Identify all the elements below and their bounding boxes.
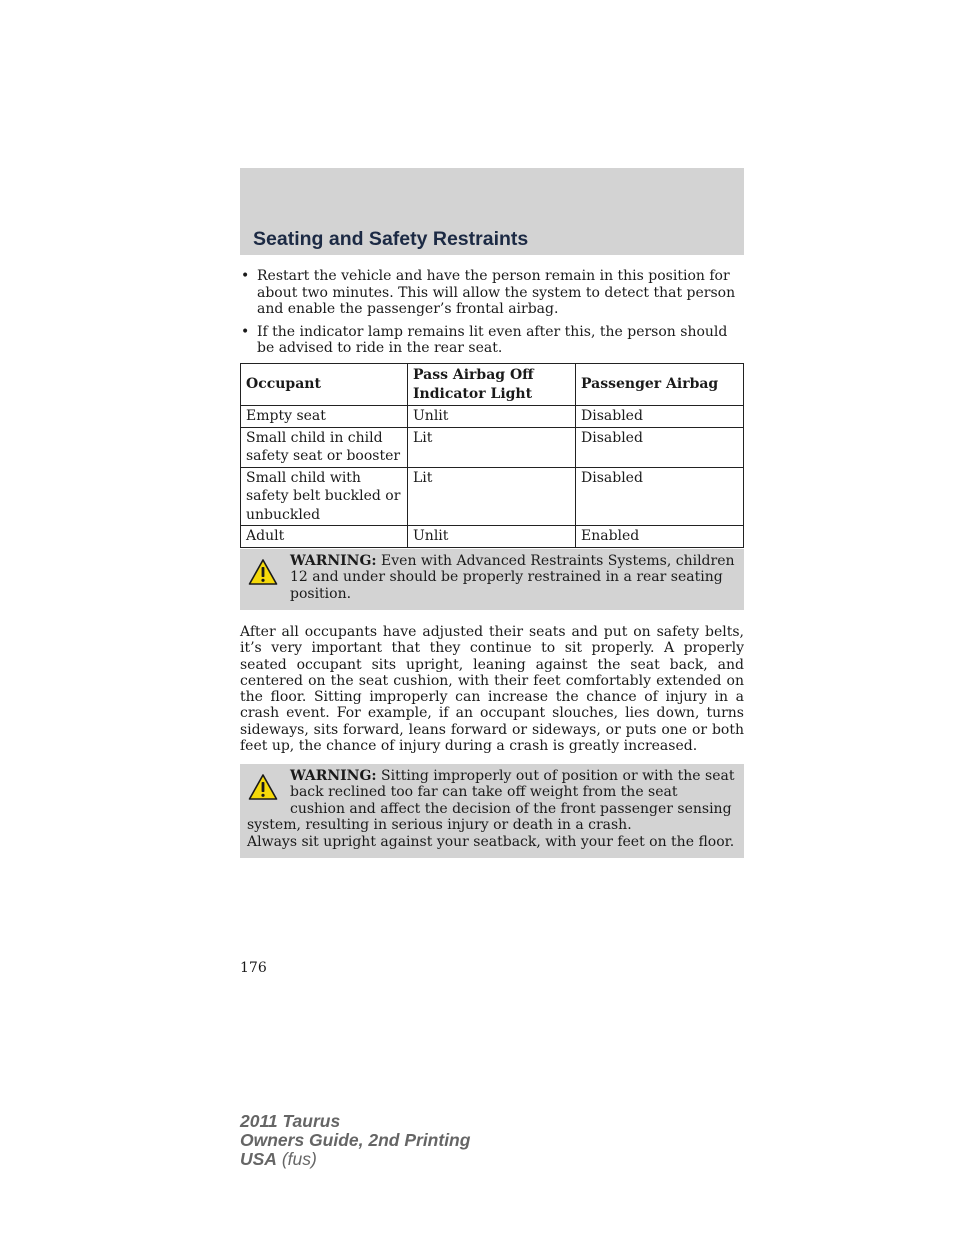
table-cell: Lit (408, 467, 576, 526)
occupant-airbag-table (240, 363, 744, 548)
table-header-row (241, 364, 744, 406)
footer-line-region (240, 1150, 470, 1169)
table-row (241, 526, 744, 548)
table-cell: Adult (241, 526, 408, 548)
table-cell: Empty seat (241, 406, 408, 428)
warning-box-seating (240, 764, 744, 858)
footer (240, 1112, 470, 1169)
column-header-occupant: Occupant (241, 364, 408, 406)
table-cell: Disabled (576, 467, 744, 526)
warning-box-children (240, 549, 744, 610)
warning-triangle-icon (248, 558, 278, 586)
list-item (240, 268, 744, 318)
table-cell: Disabled (576, 406, 744, 428)
footer-region: USA (240, 1149, 277, 1169)
page-number: 176 (240, 960, 267, 976)
warning-body: Sitting improperly out of position or with the seat back reclined too far can take off weight from the seat cushion and affect the decision of the front passenger sensing system, resulting in serious injury or death in a crash. (247, 768, 735, 834)
table-cell: Lit (408, 427, 576, 467)
table-cell: Small child with safety belt buckled or unbuckled (241, 467, 408, 526)
body-paragraph: After all occupants have adjusted their seats and put on safety belts, it’s very important that they continue to sit properly. A properly seated occupant sits upright, leaning against the seat back, and centered on the seat cushion, with their feet comfortably extended on the floor. Sitting improperly can increase the chance of injury in a crash event. For example, if an occupant slouches, lies down, turns sideways, sits forward, leans forward or sideways, or puts one or both feet up, the chance of injury during a crash is greatly increased. (240, 624, 744, 755)
table-row (241, 406, 744, 428)
bullet-text: If the indicator lamp remains lit even after this, the person should be advised to ride in the rear seat. (257, 323, 728, 356)
table-cell: Small child in child safety seat or booster (241, 427, 408, 467)
table-cell: Unlit (408, 526, 576, 548)
footer-line-model: 2011 Taurus (240, 1111, 341, 1131)
footer-region-code: (fus) (276, 1149, 317, 1169)
warning-extra-text: Always sit upright against your seatback, with your feet on the floor. (247, 833, 735, 850)
warning-triangle-icon (248, 773, 278, 801)
warning-label: WARNING: (290, 768, 377, 784)
section-title: Seating and Safety Restraints (253, 228, 529, 250)
table-cell: Disabled (576, 427, 744, 467)
section-header-band (240, 168, 744, 255)
bullet-icon: • (241, 268, 250, 284)
bullet-list (240, 268, 744, 363)
list-item (240, 324, 744, 357)
warning-label: WARNING: (290, 553, 377, 569)
bullet-icon: • (241, 323, 250, 340)
footer-line-guide: Owners Guide, 2nd Printing (240, 1130, 471, 1150)
table-cell: Enabled (576, 526, 744, 548)
table-row (241, 427, 744, 467)
table-cell: Unlit (408, 406, 576, 428)
bullet-text: Restart the vehicle and have the person remain in this position for about two minutes. This will allow the system to detect that person and enable the passenger’s frontal airbag. (257, 268, 736, 317)
warning-body: Even with Advanced Restraints Systems, children 12 and under should be properly restrained in a rear seating position. (290, 553, 735, 602)
table-row (241, 467, 744, 526)
warning-text (247, 768, 736, 834)
warning-text (247, 553, 736, 602)
column-header-indicator-light: Pass Airbag Off Indicator Light (408, 364, 576, 406)
column-header-passenger-airbag: Passenger Airbag (576, 364, 744, 406)
